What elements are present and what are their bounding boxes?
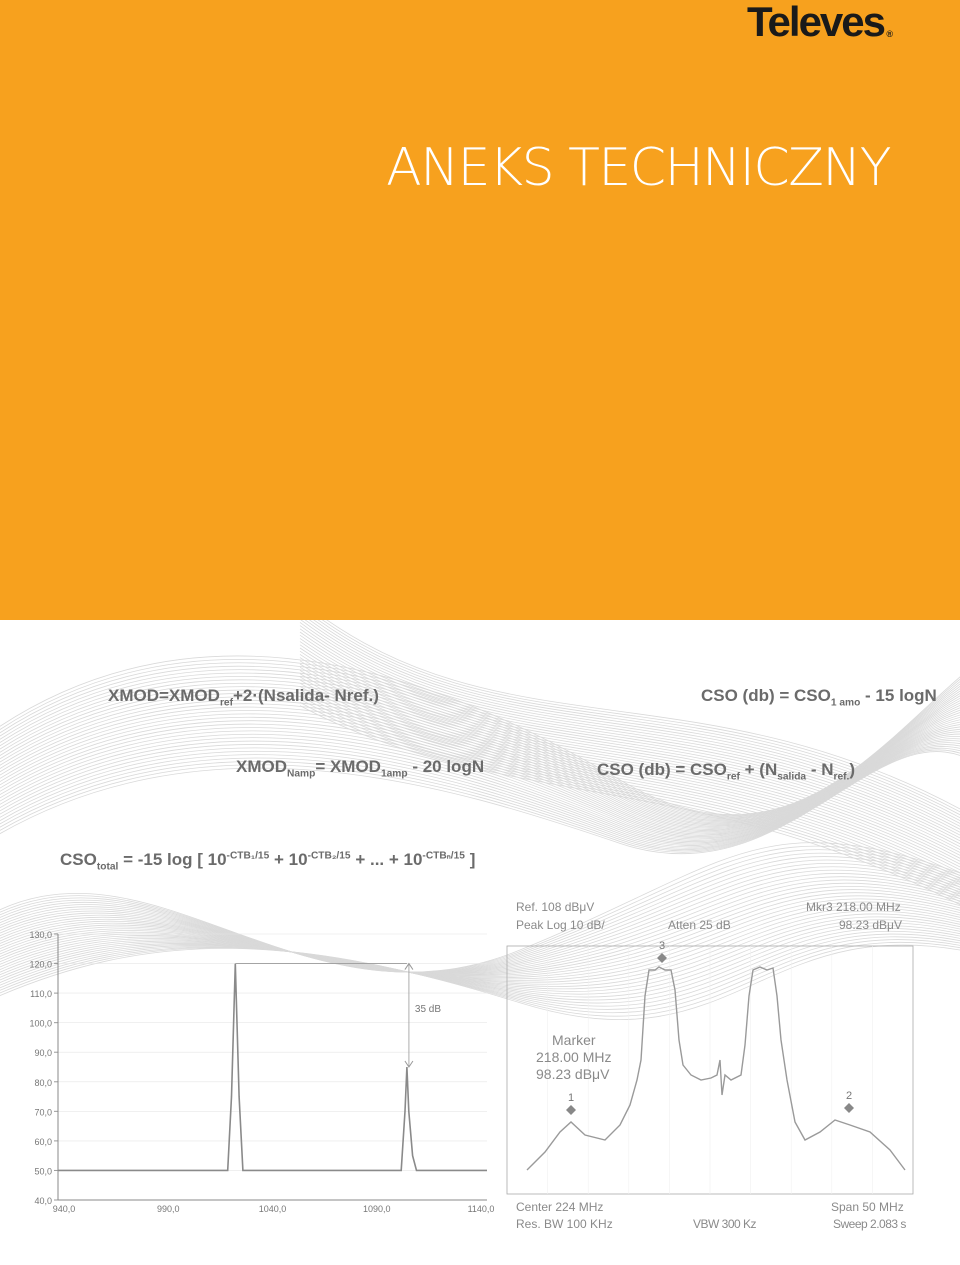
cso-total-formula: $CSO_{total} = -15$ log [ $10^{-CTB_1/15} + 10^{-CTB_2/15}$ + ... + $10^{-CTB_n/15}$ ] (60, 850, 476, 873)
marker-diamond (566, 1105, 576, 1115)
wave-line (300, 620, 960, 829)
series-line (58, 964, 487, 1171)
spec-span: Span 50 MHz (831, 1200, 904, 1214)
spec-vbw: VBW 300 Kz (693, 1217, 757, 1231)
xmod-formula-2: $XMOD_{Namp}=$ $XMOD_{1amp} - 20$ logN (236, 757, 485, 780)
logo-registered-mark: ® (886, 29, 893, 39)
cso-formula-1: CSO $(db) = CSO_{1 amo} - 15$ logN (701, 686, 937, 709)
televes-logo (747, 0, 893, 46)
spec-center: Center 224 MHz (516, 1200, 604, 1214)
header-banner (0, 0, 960, 620)
marker-number: 2 (845, 1090, 853, 1102)
marker-number: 3 (658, 940, 666, 952)
x-tick-label: 1140,0 (467, 1204, 495, 1214)
wave-line (0, 734, 960, 842)
y-tick-label: 130,0 (29, 930, 52, 940)
page-title: ANEKS TECHNICZNY (386, 138, 890, 198)
y-tick-label: 60,0 (34, 1136, 52, 1147)
marker-diamond (657, 953, 667, 963)
marker-freq: 218.00 MHz (536, 1049, 612, 1065)
y-tick-label: 50,0 (34, 1166, 52, 1177)
y-tick-label: 100,0 (29, 1018, 52, 1029)
wave-line (300, 696, 960, 906)
marker-diamond (844, 1103, 854, 1113)
x-tick-label: 990,0 (156, 1204, 180, 1214)
spec-sweep: Sweep 2.083 s (833, 1217, 906, 1231)
y-tick-label: 80,0 (34, 1077, 52, 1088)
wave-line (300, 632, 960, 849)
spec-peak: Peak Log 10 dB/ (516, 918, 605, 932)
y-tick-label: 120,0 (29, 959, 52, 970)
marker-value: 98.23 dBμV (536, 1066, 610, 1082)
x-tick-label: 1040,0 (258, 1204, 287, 1214)
y-tick-label: 70,0 (34, 1107, 52, 1118)
cso-formula-2: CSO $(db) = CSO_{ref} + (N_{salida} - N_{ref.})$ (597, 760, 856, 783)
wave-line (300, 648, 960, 863)
xmod-formula-1: $XMOD=XMOD_{ref}+2\cdot(Nsalida-$ Nref.) (108, 686, 379, 709)
y-tick-label: 90,0 (34, 1048, 52, 1059)
annotation-label: 35 dB (414, 1003, 442, 1015)
y-tick-label: 110,0 (30, 989, 52, 1000)
wave-line (300, 620, 960, 820)
marker-number: 1 (567, 1092, 575, 1104)
logo-text: Televes (747, 0, 884, 45)
power-chart (0, 910, 500, 1235)
spec-res-bw: Res. BW 100 KHz (516, 1217, 613, 1231)
x-tick-label: 940,0 (52, 1204, 76, 1214)
x-tick-label: 1090,0 (362, 1204, 391, 1214)
wave-line (300, 620, 960, 823)
spec-mkr-value: 98.23 dBμV (839, 918, 902, 932)
marker-label: Marker (552, 1032, 596, 1048)
y-tick-label: 40,0 (34, 1196, 52, 1206)
spec-atten: Atten 25 dB (668, 918, 731, 932)
spec-mkr: Mkr3 218.00 MHz (806, 900, 901, 914)
spec-ref: Ref. 108 dBμV (516, 900, 595, 914)
wave-line (300, 642, 960, 858)
technical-section (0, 620, 960, 1265)
